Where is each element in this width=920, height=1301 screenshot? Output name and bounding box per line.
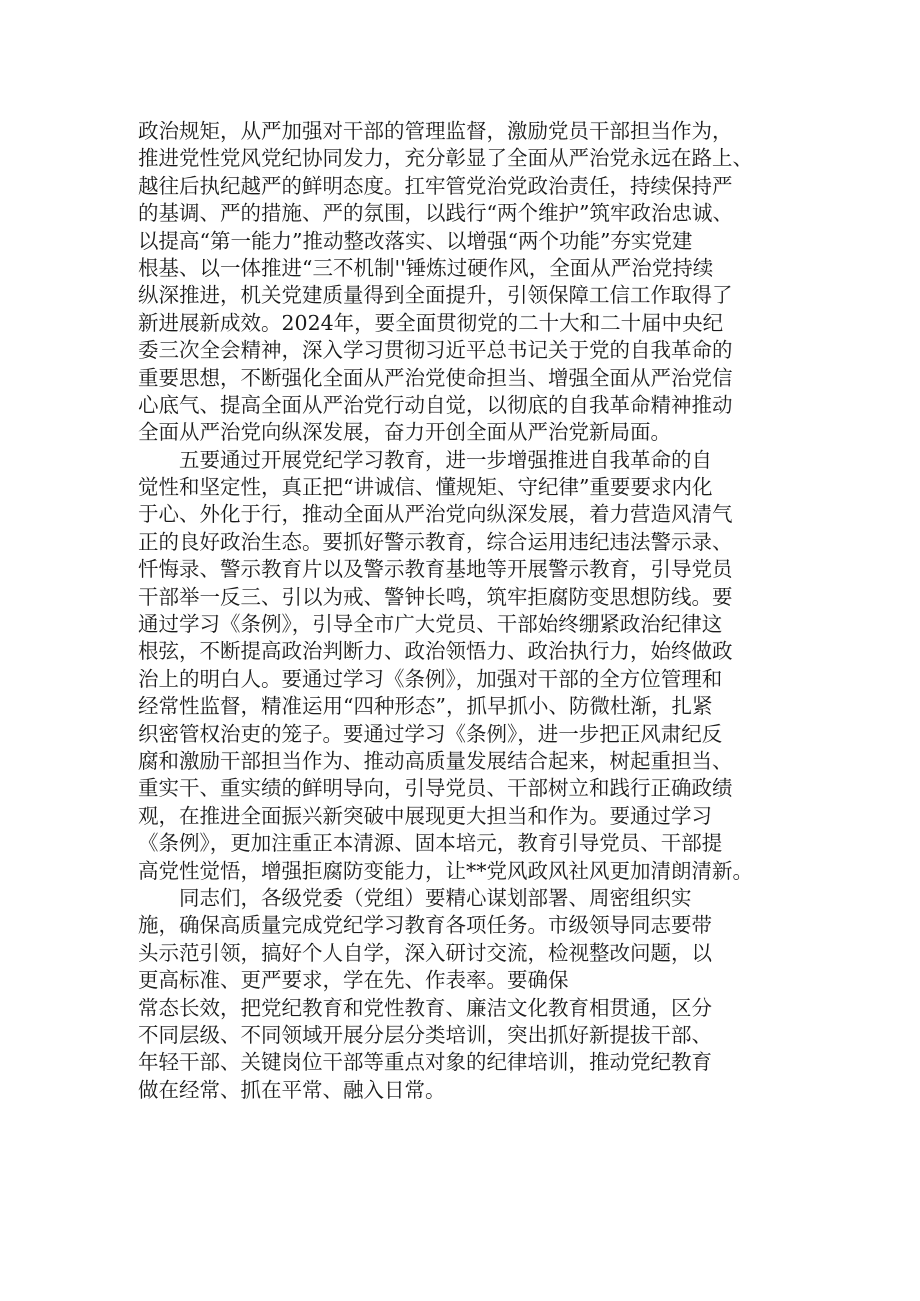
- text-line: 根弦，不断提高政治判断力、政治领悟力、政治执行力，始终做政: [138, 639, 733, 664]
- text-line: 全面从严治党向纵深发展，奋力开创全面从严治党新局面。: [138, 420, 671, 445]
- text-line: 正的良好政治生态。要抓好警示教育，综合运用违纪违法警示录、: [138, 529, 733, 554]
- text-line: 心底气、提高全面从严治党行动自觉，以彻底的自我革命精神推动: [138, 392, 733, 417]
- text-line: 纵深推进，机关党建质量得到全面提升，引领保障工信工作取得了: [138, 283, 733, 308]
- text-line: 不同层级、不同领域开展分层分类培训，突出抓好新提拔干部、: [138, 1022, 712, 1047]
- text-line: 以提高“第一能力”推动整改落实、以增强“两个功能”夯实党建: [138, 228, 693, 253]
- text-line: 重要思想，不断强化全面从严治党使命担当、增强全面从严治党信: [138, 365, 733, 390]
- text-line: 织密管权治吏的笼子。要通过学习《条例》，进一步把正风肃纪反: [138, 721, 723, 746]
- text-line: 常态长效，把党纪教育和党性教育、廉洁文化教育相贯通，区分: [138, 995, 712, 1020]
- text-line: 治上的明白人。要通过学习《条例》，加强对干部的全方位管理和: [138, 666, 723, 691]
- text-line: 干部举一反三、引以为戒、警钟长鸣，筑牢拒腐防变思想防线。要: [138, 584, 733, 609]
- text-line: 做在经常、抓在平常、融入日常。: [138, 1077, 446, 1102]
- text-line: 腐和激励干部担当作为、推动高质量发展结合起来，树起重担当、: [138, 748, 733, 773]
- text-line: 的基调、严的措施、严的氛围，以践行“两个维护”筑牢政治忠诚、: [138, 201, 733, 226]
- text-line: 施，确保高质量完成党纪学习教育各项任务。市级领导同志要带: [138, 913, 712, 938]
- text-line: 通过学习《条例》，引导全市广大党员、干部始终绷紧政治纪律这: [138, 612, 723, 637]
- text-line: 五要通过开展党纪学习教育，进一步增强推进自我革命的自: [138, 447, 712, 472]
- text-line: 委三次全会精神，深入学习贯彻习近平总书记关于党的自我革命的: [138, 338, 733, 363]
- text-line: 经常性监督，精准运用“四种形态”，抓早抓小、防微杜渐，扎紧: [138, 694, 713, 719]
- text-line: 高党性觉悟，增强拒腐防变能力，让**党风政风社风更加清朗清新。: [138, 858, 753, 883]
- text-line: 觉性和坚定性，真正把“讲诚信、懂规矩、守纪律”重要要求内化: [138, 475, 713, 500]
- text-line: 年轻干部、关键岗位干部等重点对象的纪律培训，推动党纪教育: [138, 1050, 712, 1075]
- text-line: 越往后执纪越严的鲜明态度。扛牢管党治党政治责任，持续保持严: [138, 173, 733, 198]
- text-line: 更高标准、更严要求，学在先、作表率。要确保: [138, 968, 569, 993]
- text-line: 政治规矩，从严加强对干部的管理监督，激励党员干部担当作为，: [138, 119, 733, 143]
- text-line: 于心、外化于行，推动全面从严治党向纵深发展，着力营造风清气: [138, 502, 733, 527]
- text-line: 头示范引领，搞好个人自学，深入研讨交流，检视整改问题，以: [138, 940, 712, 965]
- text-line: 根基、以一体推进“三不机制''锤炼过硬作风，全面从严治党持续: [138, 255, 714, 280]
- body-text: [138, 118, 818, 1104]
- text-line: 忏悔录、警示教育片以及警示教育基地等开展警示教育，引导党员: [138, 557, 733, 582]
- text-line: 推进党性党风党纪协同发力，充分彰显了全面从严治党永远在路上、: [138, 146, 753, 171]
- text-line: 新进展新成效。2024年，要全面贯彻党的二十大和二十届中央纪: [138, 310, 724, 335]
- text-line: 重实干、重实绩的鲜明导向，引导党员、干部树立和践行正确政绩: [138, 776, 733, 801]
- text-line: 观，在推进全面振兴新突破中展现更大担当和作为。要通过学习: [138, 803, 712, 828]
- text-line: 《条例》，更加注重正本清源、固本培元，教育引导党员、干部提: [138, 831, 723, 856]
- text-line: 同志们，各级党委（党组）要精心谋划部署、周密组织实: [138, 885, 692, 910]
